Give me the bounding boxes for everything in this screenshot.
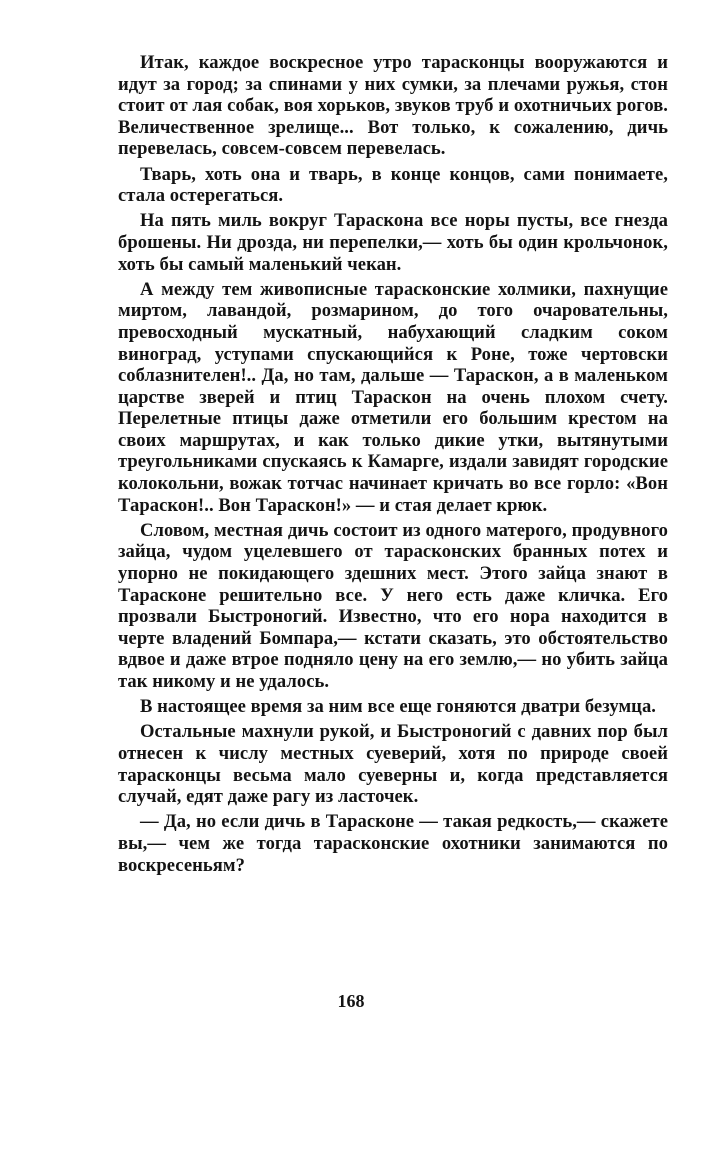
paragraph-3: На пять миль вокруг Тараскона все норы пусты, все гнезда брошены. Ни дрозда, ни перепелки,— хоть бы один крольчонок, хоть бы самый маленький чекан. (118, 210, 668, 275)
paragraph-1: Итак, каждое воскресное утро тарасконцы вооружаются и идут за город; за спинами у них сумки, за плечами ружья, стон стоит от лая собак, воя хорьков, звуков труб и охотничьих рогов. Величественное зрелище... Вот только, к сожалению, дичь перевелась, совсем-совсем перевелась. (118, 52, 668, 160)
paragraph-5: Словом, местная дичь состоит из одного матерого, продувного зайца, чудом уцелевшего от тарасконских бранных потех и упорно не покидающего здешних мест. Этого зайца знают в Тарасконе решительно все. У него есть даже кличка. Его прозвали Быстроногий. Известно, что его нора находится в черте владений Бомпара,— кстати сказать, это обстоятельство вдвое и даже втрое подняло цену на его землю,— но убить зайца так никому и не удалось. (118, 519, 668, 692)
paragraph-6: В настоящее время за ним все еще гоняются дватри безумца. (140, 696, 656, 718)
paragraph-7: Остальные махнули рукой, и Быстроногий с давних пор был отнесен к числу местных суеверий, хотя по природе своей тарасконцы весьма мало суеверны и, когда представляется случай, едят даже рагу из ласточек. (118, 721, 668, 808)
page-number: 168 (337, 991, 365, 1011)
paragraph-4: А между тем живописные тарасконские холмики, пахнущие миртом, лавандой, розмарином, до того очаровательны, превосходный мускатный, набухающий сладким соком виноград, уступами спускающийся к Роне, тоже чертовски соблазнителен!.. Да, но там, дальше — Тараскон, а в маленьком царстве зверей и птиц Тараскон на очень плохом счету. Перелетные птицы даже отметили его большим крестом на своих маршрутах, и как только дикие утки, вытянутыми треугольниками спускаясь к Камарге, издали завидят городские колокольни, вожак тотчас начинает кричать во все горло: «Вон Тараскон!.. Вон Тараскон!» — и стая делает крюк. (118, 278, 668, 516)
body-text (118, 52, 668, 880)
paragraph-8: — Да, но если дичь в Тарасконе — такая редкость,— скажете вы,— чем же тогда тарасконские охотники занимаются по воскресеньям? (118, 811, 668, 876)
paragraph-2: Тварь, хоть она и тварь, в конце концов, сами понимаете, стала остерегаться. (118, 163, 668, 207)
